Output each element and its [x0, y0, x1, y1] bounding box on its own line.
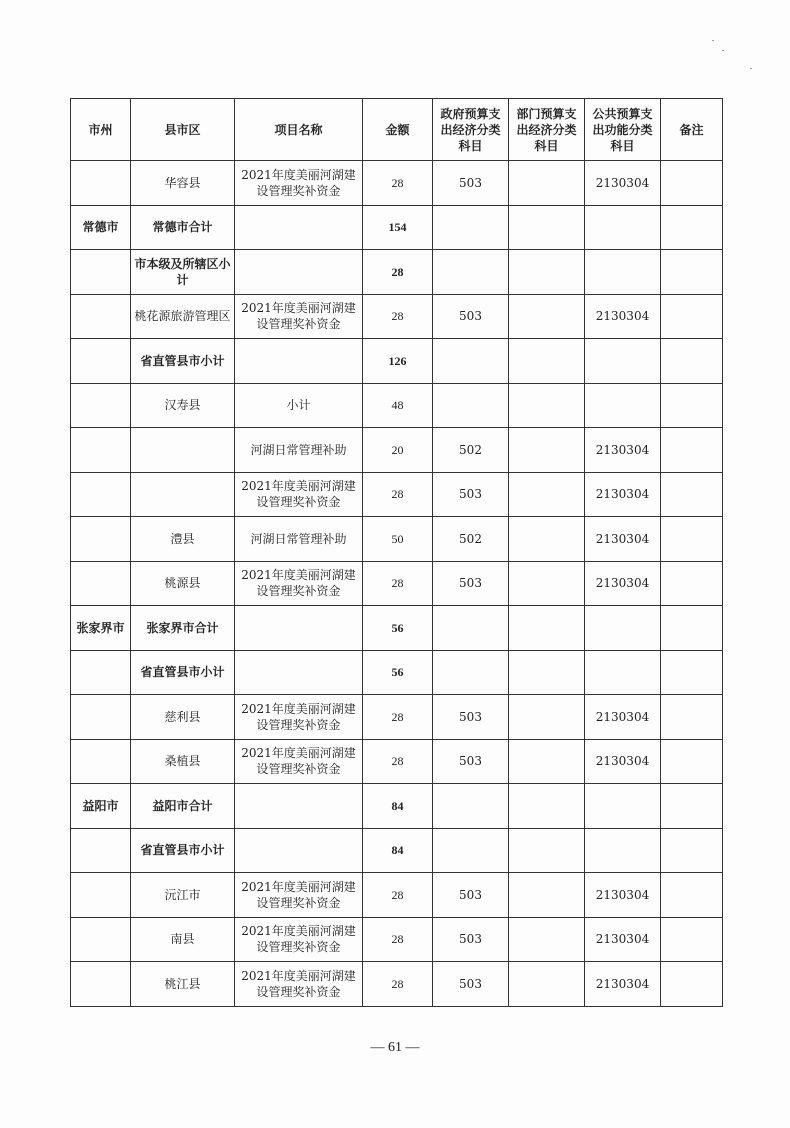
cell-city	[71, 294, 131, 339]
cell-dept-econ-class	[509, 828, 585, 873]
cell-project: 2021年度美丽河湖建设管理奖补资金	[235, 472, 363, 517]
cell-city	[71, 339, 131, 384]
cell-city	[71, 250, 131, 295]
cell-gov-econ-class	[433, 606, 509, 651]
header-project: 项目名称	[235, 99, 363, 161]
cell-note	[661, 962, 723, 1007]
cell-gov-econ-class: 503	[433, 561, 509, 606]
cell-func-class	[585, 339, 661, 384]
cell-func-class: 2130304	[585, 917, 661, 962]
cell-gov-econ-class: 502	[433, 428, 509, 473]
header-city: 市州	[71, 99, 131, 161]
cell-city: 益阳市	[71, 784, 131, 829]
table-header-row	[71, 99, 723, 161]
cell-note	[661, 695, 723, 740]
cell-func-class: 2130304	[585, 294, 661, 339]
table-row	[71, 472, 723, 517]
cell-county	[131, 472, 235, 517]
cell-dept-econ-class	[509, 339, 585, 384]
cell-gov-econ-class: 503	[433, 161, 509, 206]
cell-amount: 28	[363, 695, 433, 740]
cell-city	[71, 383, 131, 428]
table-row	[71, 250, 723, 295]
cell-city	[71, 161, 131, 206]
cell-county: 常德市合计	[131, 205, 235, 250]
cell-note	[661, 606, 723, 651]
cell-gov-econ-class	[433, 205, 509, 250]
table-row	[71, 739, 723, 784]
header-note: 备注	[661, 99, 723, 161]
scan-speck	[722, 50, 724, 51]
cell-county: 桃花源旅游管理区	[131, 294, 235, 339]
cell-dept-econ-class	[509, 917, 585, 962]
fund-allocation-table	[70, 98, 723, 1007]
table-row	[71, 962, 723, 1007]
table-row	[71, 428, 723, 473]
cell-county: 桑植县	[131, 739, 235, 784]
cell-gov-econ-class	[433, 250, 509, 295]
cell-county: 省直管县市小计	[131, 650, 235, 695]
table-row	[71, 517, 723, 562]
cell-note	[661, 739, 723, 784]
cell-note	[661, 828, 723, 873]
scan-speck	[750, 68, 752, 69]
cell-note	[661, 205, 723, 250]
cell-func-class: 2130304	[585, 472, 661, 517]
cell-project	[235, 784, 363, 829]
cell-gov-econ-class	[433, 828, 509, 873]
cell-func-class: 2130304	[585, 962, 661, 1007]
cell-gov-econ-class: 503	[433, 695, 509, 740]
cell-note	[661, 383, 723, 428]
cell-amount: 28	[363, 294, 433, 339]
cell-project: 小计	[235, 383, 363, 428]
cell-dept-econ-class	[509, 428, 585, 473]
cell-func-class	[585, 205, 661, 250]
cell-county: 慈利县	[131, 695, 235, 740]
cell-project: 2021年度美丽河湖建设管理奖补资金	[235, 561, 363, 606]
cell-amount: 84	[363, 828, 433, 873]
cell-amount: 154	[363, 205, 433, 250]
cell-dept-econ-class	[509, 517, 585, 562]
cell-city	[71, 828, 131, 873]
cell-city	[71, 873, 131, 918]
cell-county	[131, 428, 235, 473]
cell-gov-econ-class: 502	[433, 517, 509, 562]
cell-project	[235, 606, 363, 651]
cell-func-class	[585, 383, 661, 428]
cell-county: 汉寿县	[131, 383, 235, 428]
header-county: 县市区	[131, 99, 235, 161]
cell-func-class	[585, 784, 661, 829]
table-row	[71, 873, 723, 918]
cell-dept-econ-class	[509, 561, 585, 606]
cell-func-class	[585, 828, 661, 873]
cell-county: 省直管县市小计	[131, 828, 235, 873]
cell-gov-econ-class	[433, 650, 509, 695]
cell-dept-econ-class	[509, 650, 585, 695]
table-row	[71, 650, 723, 695]
table-row	[71, 339, 723, 384]
cell-dept-econ-class	[509, 294, 585, 339]
cell-amount: 84	[363, 784, 433, 829]
cell-county: 沅江市	[131, 873, 235, 918]
cell-county: 益阳市合计	[131, 784, 235, 829]
cell-dept-econ-class	[509, 739, 585, 784]
cell-dept-econ-class	[509, 250, 585, 295]
cell-note	[661, 250, 723, 295]
cell-amount: 126	[363, 339, 433, 384]
cell-city	[71, 428, 131, 473]
cell-gov-econ-class: 503	[433, 962, 509, 1007]
cell-amount: 28	[363, 561, 433, 606]
table-row	[71, 828, 723, 873]
cell-dept-econ-class	[509, 205, 585, 250]
cell-note	[661, 517, 723, 562]
table-row	[71, 205, 723, 250]
cell-project: 2021年度美丽河湖建设管理奖补资金	[235, 161, 363, 206]
cell-city	[71, 650, 131, 695]
cell-project: 河湖日常管理补助	[235, 428, 363, 473]
header-dept-econ-class: 部门预算支出经济分类科目	[509, 99, 585, 161]
cell-project	[235, 650, 363, 695]
cell-func-class	[585, 606, 661, 651]
cell-county: 澧县	[131, 517, 235, 562]
cell-city	[71, 472, 131, 517]
cell-dept-econ-class	[509, 962, 585, 1007]
cell-dept-econ-class	[509, 606, 585, 651]
cell-note	[661, 917, 723, 962]
cell-amount: 50	[363, 517, 433, 562]
cell-amount: 56	[363, 606, 433, 651]
cell-city	[71, 695, 131, 740]
cell-city	[71, 739, 131, 784]
cell-dept-econ-class	[509, 161, 585, 206]
table-row	[71, 561, 723, 606]
page-number: — 61 —	[370, 1040, 420, 1055]
cell-dept-econ-class	[509, 472, 585, 517]
cell-func-class	[585, 250, 661, 295]
cell-func-class: 2130304	[585, 161, 661, 206]
cell-note	[661, 561, 723, 606]
table-row	[71, 161, 723, 206]
cell-project: 2021年度美丽河湖建设管理奖补资金	[235, 739, 363, 784]
cell-city	[71, 917, 131, 962]
cell-county: 桃源县	[131, 561, 235, 606]
cell-project: 2021年度美丽河湖建设管理奖补资金	[235, 695, 363, 740]
table-row	[71, 784, 723, 829]
cell-func-class	[585, 650, 661, 695]
cell-note	[661, 472, 723, 517]
table-body	[71, 161, 723, 1007]
cell-amount: 28	[363, 250, 433, 295]
cell-note	[661, 650, 723, 695]
cell-gov-econ-class: 503	[433, 917, 509, 962]
cell-gov-econ-class	[433, 339, 509, 384]
header-gov-econ-class: 政府预算支出经济分类科目	[433, 99, 509, 161]
cell-amount: 48	[363, 383, 433, 428]
cell-amount: 20	[363, 428, 433, 473]
cell-project	[235, 205, 363, 250]
cell-project	[235, 828, 363, 873]
cell-project: 2021年度美丽河湖建设管理奖补资金	[235, 917, 363, 962]
cell-project: 2021年度美丽河湖建设管理奖补资金	[235, 294, 363, 339]
cell-county: 桃江县	[131, 962, 235, 1007]
cell-project	[235, 250, 363, 295]
cell-gov-econ-class: 503	[433, 294, 509, 339]
cell-func-class: 2130304	[585, 739, 661, 784]
cell-note	[661, 784, 723, 829]
cell-amount: 28	[363, 472, 433, 517]
cell-project	[235, 339, 363, 384]
cell-dept-econ-class	[509, 383, 585, 428]
cell-amount: 28	[363, 739, 433, 784]
cell-dept-econ-class	[509, 695, 585, 740]
cell-func-class: 2130304	[585, 873, 661, 918]
cell-dept-econ-class	[509, 784, 585, 829]
cell-project: 2021年度美丽河湖建设管理奖补资金	[235, 962, 363, 1007]
cell-county: 华容县	[131, 161, 235, 206]
cell-func-class: 2130304	[585, 428, 661, 473]
cell-func-class: 2130304	[585, 561, 661, 606]
cell-note	[661, 339, 723, 384]
cell-gov-econ-class: 503	[433, 873, 509, 918]
cell-city: 常德市	[71, 205, 131, 250]
cell-amount: 28	[363, 962, 433, 1007]
cell-gov-econ-class	[433, 383, 509, 428]
table-row	[71, 383, 723, 428]
cell-county: 省直管县市小计	[131, 339, 235, 384]
table-row	[71, 917, 723, 962]
cell-note	[661, 294, 723, 339]
cell-func-class: 2130304	[585, 695, 661, 740]
cell-amount: 28	[363, 917, 433, 962]
cell-dept-econ-class	[509, 873, 585, 918]
cell-gov-econ-class	[433, 784, 509, 829]
cell-city: 张家界市	[71, 606, 131, 651]
cell-amount: 28	[363, 161, 433, 206]
scan-speck	[712, 40, 714, 41]
header-amount: 金额	[363, 99, 433, 161]
cell-note	[661, 873, 723, 918]
cell-note	[661, 428, 723, 473]
cell-county: 南县	[131, 917, 235, 962]
header-func-class: 公共预算支出功能分类科目	[585, 99, 661, 161]
cell-city	[71, 517, 131, 562]
cell-city	[71, 962, 131, 1007]
table-row	[71, 695, 723, 740]
cell-gov-econ-class: 503	[433, 472, 509, 517]
cell-amount: 56	[363, 650, 433, 695]
cell-note	[661, 161, 723, 206]
table-row	[71, 294, 723, 339]
cell-project: 2021年度美丽河湖建设管理奖补资金	[235, 873, 363, 918]
cell-gov-econ-class: 503	[433, 739, 509, 784]
cell-city	[71, 561, 131, 606]
cell-func-class: 2130304	[585, 517, 661, 562]
table-row	[71, 606, 723, 651]
cell-county: 市本级及所辖区小计	[131, 250, 235, 295]
cell-amount: 28	[363, 873, 433, 918]
cell-county: 张家界市合计	[131, 606, 235, 651]
cell-project: 河湖日常管理补助	[235, 517, 363, 562]
